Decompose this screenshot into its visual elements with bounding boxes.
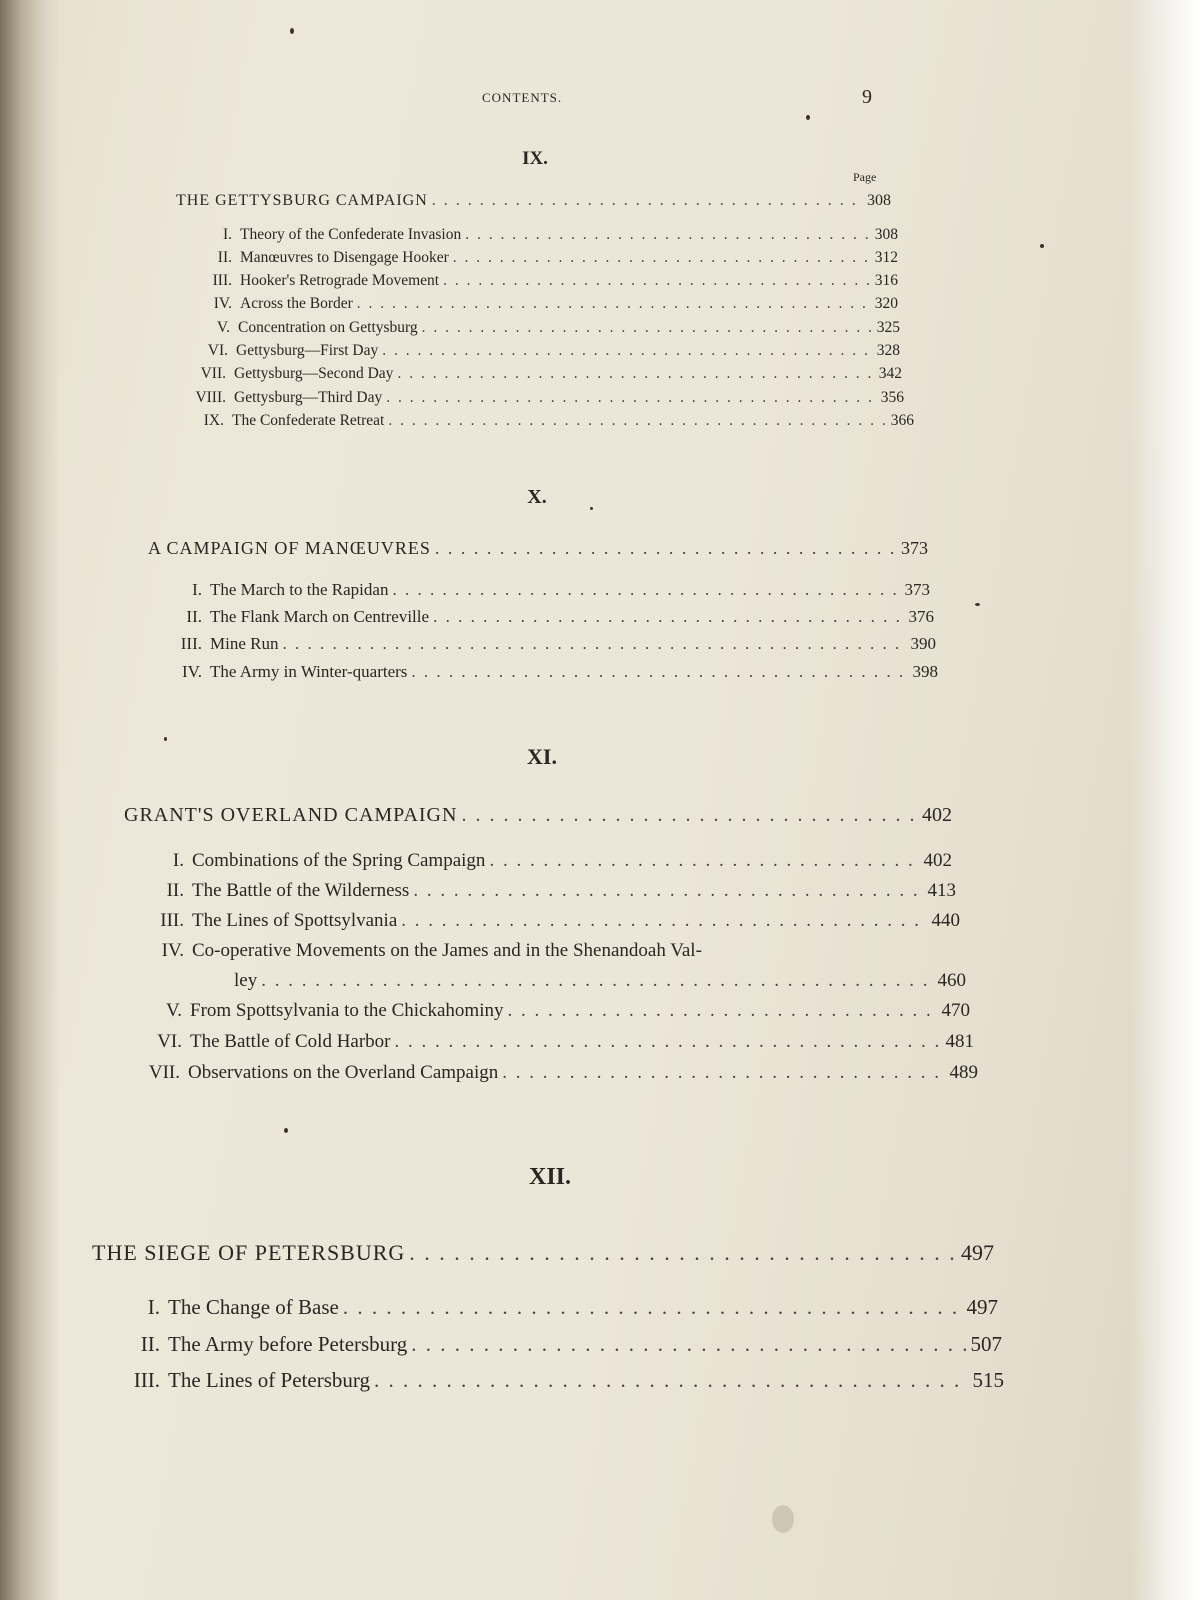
toc-chapter bbox=[112, 1295, 998, 1320]
dot-leader bbox=[261, 970, 933, 992]
section-title: THE SIEGE OF PETERSBURG bbox=[92, 1240, 406, 1265]
chapter-page: 402 bbox=[923, 850, 952, 871]
chapter-title: Co-operative Movements on the James and in the Shenandoah Val- bbox=[192, 940, 702, 961]
dot-leader bbox=[461, 804, 918, 827]
chapter-number: VI. bbox=[157, 1031, 182, 1052]
paper-blemish bbox=[772, 1505, 794, 1533]
chapter-title: Gettysburg—First Day bbox=[236, 342, 379, 359]
ink-speck bbox=[590, 507, 593, 510]
toc-chapter bbox=[158, 662, 938, 682]
chapter-title: From Spottsylvania to the Chickahominy bbox=[190, 1000, 504, 1021]
chapter-page: 507 bbox=[970, 1332, 1002, 1356]
chapter-page: 470 bbox=[941, 1000, 970, 1021]
toc-chapter bbox=[186, 342, 900, 360]
dot-leader bbox=[433, 607, 904, 627]
toc-chapter bbox=[160, 607, 934, 627]
page-edge bbox=[1130, 0, 1200, 1600]
chapter-page: 366 bbox=[890, 412, 914, 429]
dot-leader bbox=[502, 1062, 945, 1084]
chapter-page: 515 bbox=[972, 1368, 1004, 1392]
chapter-number: I. bbox=[147, 1295, 160, 1319]
chapter-page: 328 bbox=[876, 342, 900, 359]
toc-chapter bbox=[108, 1332, 1002, 1357]
chapter-number: VII. bbox=[148, 1062, 180, 1083]
toc-chapter bbox=[190, 226, 898, 244]
chapter-title: The Lines of Spottsylvania bbox=[192, 910, 398, 931]
dot-leader bbox=[382, 342, 873, 360]
book-gutter-shadow bbox=[0, 0, 60, 1600]
section-title: GRANT'S OVERLAND CAMPAIGN bbox=[124, 804, 458, 826]
chapter-title: Gettysburg—Second Day bbox=[234, 365, 394, 382]
chapter-page: 481 bbox=[945, 1031, 974, 1052]
toc-chapter bbox=[140, 850, 952, 872]
toc-chapter bbox=[160, 580, 930, 600]
section-page: 402 bbox=[922, 804, 952, 826]
chapter-title: The Army in Winter-quarters bbox=[210, 662, 408, 681]
chapter-number: II. bbox=[217, 249, 232, 266]
chapter-number: I. bbox=[172, 850, 184, 871]
dot-leader bbox=[411, 662, 908, 682]
chapter-title-continued: ley bbox=[234, 970, 258, 991]
chapter-title: The Flank March on Centreville bbox=[210, 607, 430, 626]
chapter-title: The Confederate Retreat bbox=[232, 412, 385, 429]
chapter-title: Across the Border bbox=[240, 295, 353, 312]
chapter-number: VI. bbox=[207, 342, 228, 359]
section-page: 497 bbox=[961, 1240, 994, 1265]
chapter-title: Manœuvres to Disengage Hooker bbox=[240, 249, 449, 266]
running-head: CONTENTS. bbox=[482, 90, 563, 105]
chapter-page: 320 bbox=[874, 295, 898, 312]
chapter-page: 398 bbox=[912, 662, 938, 681]
section-heading bbox=[92, 1240, 994, 1266]
toc-chapter bbox=[174, 412, 914, 430]
section-numeral: X. bbox=[527, 486, 547, 508]
dot-leader bbox=[465, 226, 871, 244]
chapter-title: The Change of Base bbox=[168, 1295, 339, 1319]
chapter-page: 497 bbox=[966, 1295, 998, 1319]
chapter-title: The March to the Rapidan bbox=[210, 580, 389, 599]
chapter-page: 413 bbox=[927, 880, 956, 901]
dot-leader bbox=[422, 319, 873, 337]
section-heading bbox=[124, 804, 952, 827]
chapter-title: The Battle of Cold Harbor bbox=[190, 1031, 391, 1052]
dot-leader bbox=[432, 192, 863, 210]
dot-leader bbox=[392, 580, 900, 600]
chapter-page: 376 bbox=[908, 607, 934, 626]
section-heading bbox=[148, 538, 928, 559]
toc-chapter bbox=[122, 1062, 978, 1084]
chapter-number: IV. bbox=[182, 662, 202, 681]
dot-leader bbox=[453, 249, 871, 267]
chapter-page: 460 bbox=[937, 970, 966, 991]
dot-leader bbox=[388, 412, 886, 430]
chapter-page: 356 bbox=[880, 389, 904, 406]
chapter-page: 308 bbox=[874, 226, 898, 243]
chapter-title: Mine Run bbox=[210, 634, 279, 653]
section-heading bbox=[176, 192, 891, 210]
dot-leader bbox=[386, 389, 877, 407]
toc-chapter bbox=[190, 249, 898, 267]
ink-speck bbox=[1040, 244, 1044, 248]
ink-speck bbox=[806, 115, 810, 120]
chapter-number: II. bbox=[140, 1332, 160, 1356]
ink-speck bbox=[164, 737, 167, 741]
dot-leader bbox=[374, 1368, 969, 1393]
chapter-title: Hooker's Retrograde Movement bbox=[240, 272, 440, 289]
toc-chapter bbox=[104, 1368, 1004, 1393]
dot-leader bbox=[343, 1295, 963, 1320]
toc-chapter bbox=[176, 365, 902, 383]
chapter-number: III. bbox=[212, 272, 232, 289]
section-title: THE GETTYSBURG CAMPAIGN bbox=[176, 192, 428, 209]
dot-leader bbox=[397, 365, 874, 383]
chapter-title: Combinations of the Spring Campaign bbox=[192, 850, 486, 871]
toc-chapter bbox=[158, 634, 936, 654]
dot-leader bbox=[507, 1000, 937, 1022]
section-numeral: IX. bbox=[522, 148, 548, 169]
toc-chapter bbox=[188, 319, 900, 337]
section-numeral: XII. bbox=[528, 1164, 571, 1190]
chapter-number: IV. bbox=[161, 940, 184, 961]
chapter-page: 390 bbox=[910, 634, 936, 653]
section-page: 373 bbox=[901, 538, 928, 558]
chapter-number: II. bbox=[186, 607, 202, 626]
chapter-number: IV. bbox=[213, 295, 232, 312]
dot-leader bbox=[443, 272, 871, 290]
toc-chapter bbox=[130, 1031, 974, 1053]
chapter-number: IX. bbox=[203, 412, 224, 429]
toc-chapter bbox=[138, 880, 956, 902]
chapter-title: Theory of the Confederate Invasion bbox=[240, 226, 462, 243]
dot-leader bbox=[413, 880, 923, 902]
chapter-number: V. bbox=[165, 1000, 182, 1021]
toc-chapter-continuation bbox=[234, 970, 966, 992]
chapter-page: 312 bbox=[874, 249, 898, 266]
dot-leader bbox=[411, 1332, 966, 1357]
toc-chapter bbox=[190, 272, 898, 290]
chapter-number: VII. bbox=[200, 365, 226, 382]
page-column-label: Page bbox=[853, 170, 877, 184]
chapter-number: II. bbox=[166, 880, 184, 901]
chapter-title: Observations on the Overland Campaign bbox=[188, 1062, 499, 1083]
section-numeral: XI. bbox=[527, 744, 557, 769]
chapter-number: III. bbox=[180, 634, 202, 653]
chapter-number: V. bbox=[216, 319, 230, 336]
chapter-page: 440 bbox=[931, 910, 960, 931]
dot-leader bbox=[401, 910, 927, 932]
chapter-title: The Lines of Petersburg bbox=[168, 1368, 370, 1392]
chapter-number: III. bbox=[160, 910, 184, 931]
toc-chapter bbox=[134, 940, 964, 962]
chapter-page: 489 bbox=[949, 1062, 978, 1083]
chapter-page: 373 bbox=[904, 580, 930, 599]
chapter-title: Concentration on Gettysburg bbox=[238, 319, 418, 336]
chapter-page: 325 bbox=[876, 319, 900, 336]
dot-leader bbox=[357, 295, 871, 313]
chapter-page: 316 bbox=[874, 272, 898, 289]
toc-chapter bbox=[132, 1000, 970, 1022]
toc-chapter bbox=[166, 389, 904, 407]
dot-leader bbox=[489, 850, 919, 872]
toc-chapter bbox=[190, 295, 898, 313]
chapter-title: Gettysburg—Third Day bbox=[234, 389, 383, 406]
chapter-number: I. bbox=[222, 226, 232, 243]
chapter-page: 342 bbox=[878, 365, 902, 382]
chapter-title: The Army before Petersburg bbox=[168, 1332, 408, 1356]
section-title: A CAMPAIGN OF MANŒUVRES bbox=[148, 538, 431, 558]
page-number: 9 bbox=[862, 86, 872, 108]
dot-leader bbox=[409, 1240, 957, 1266]
dot-leader bbox=[282, 634, 906, 654]
chapter-number: I. bbox=[192, 580, 202, 599]
dot-leader bbox=[395, 1031, 942, 1053]
ink-speck bbox=[284, 1128, 288, 1133]
toc-chapter bbox=[136, 910, 960, 932]
ink-speck bbox=[290, 28, 294, 34]
chapter-title: The Battle of the Wilderness bbox=[192, 880, 410, 901]
ink-speck bbox=[975, 603, 980, 606]
dot-leader bbox=[435, 538, 897, 559]
chapter-number: VIII. bbox=[195, 389, 226, 406]
section-page: 308 bbox=[867, 192, 891, 209]
chapter-number: III. bbox=[133, 1368, 160, 1392]
